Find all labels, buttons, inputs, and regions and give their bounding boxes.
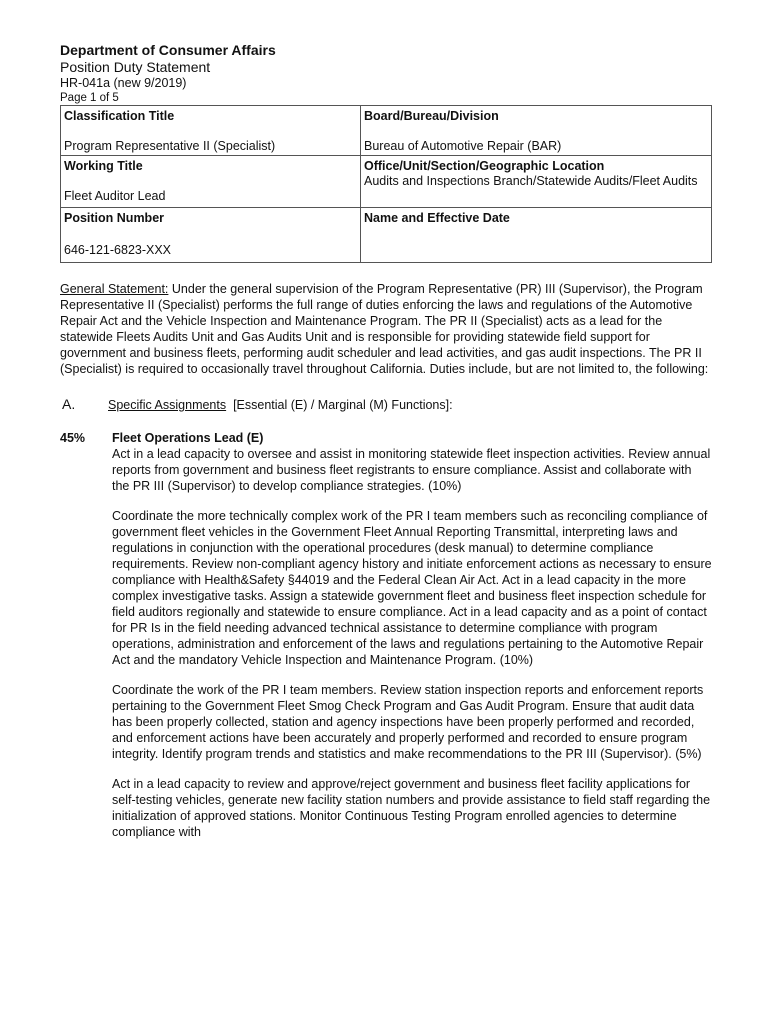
office-value: Audits and Inspections Branch/Statewide Audits/Fleet Audits <box>364 174 698 188</box>
section-a-letter: A. <box>62 396 76 412</box>
duty-paragraph: Act in a lead capacity to review and approve/reject government and business fleet facility applications for self-testing vehicles, generate new facility station numbers and provide assistance to field staff regarding the initialization of approved stations. Monitor Continuous Testing Program enrolled agencies to determine compliance with <box>112 777 711 839</box>
organization-name: Department of Consumer Affairs <box>60 42 276 58</box>
board-value: Bureau of Automotive Repair (BAR) <box>364 139 562 153</box>
duty-title: Fleet Operations Lead (E) <box>112 431 264 445</box>
general-statement-text: Under the general supervision of the Program Representative (PR) III (Supervisor), the Program Representative II (Specialist) performs the full range of duties enforcing the laws and regulations of the Automotive Repair Act and the Vehicle Inspection and Maintenance Program. The PR II (Specialist) acts as a lead for the statewide Fleets Audits Unit and Gas Audits Unit and is responsible for providing statewide field support for government and business fleets, performing audit scheduler and lead activities, and gas audit inspections. The PR II (Specialist) is required to occasionally travel throughout California. Duties include, but are not limited to, the following: <box>60 282 709 376</box>
duty-block <box>60 430 712 840</box>
document-title: Position Duty Statement <box>60 59 211 75</box>
office-label: Office/Unit/Section/Geographic Location <box>364 159 605 173</box>
section-a-title: Specific Assignments <box>108 398 227 412</box>
general-statement-label: General Statement: <box>60 282 169 296</box>
section-a-subtitle: [Essential (E) / Marginal (M) Functions]: <box>233 398 453 412</box>
duty-paragraph: Coordinate the work of the PR I team members. Review station inspection reports and enforcement reports pertaining to the Government Fleet Smog Check Program and Gas Audit Program. Ensure that audit data has been properly collected, station and agency inspections have been properly performed and recorded, and enforcement actions have been accurately and properly performed and recorded to ensure program integrity. Identify program trends and statistics and make recommendations to the PR III (Supervisor). (5%) <box>112 683 704 761</box>
name-date-cell <box>361 208 712 263</box>
page-indicator: Page 1 of 5 <box>60 92 119 104</box>
document-page <box>60 42 712 854</box>
office-cell <box>361 156 712 208</box>
position-number-label: Position Number <box>64 211 165 225</box>
position-info-table <box>60 105 712 263</box>
position-number-value: 646-121-6823-XXX <box>64 243 172 257</box>
duty-paragraph: Act in a lead capacity to oversee and assist in monitoring statewide fleet inspection activities. Review annual reports from government and business fleet registrants to ensure compliance. Assist and collaborate with the PR III (Supervisor) to develop compliance strategies. (10%) <box>112 447 711 493</box>
working-title-cell <box>61 156 361 208</box>
board-label: Board/Bureau/Division <box>364 109 499 123</box>
classification-value: Program Representative II (Specialist) <box>64 139 276 153</box>
section-a-heading <box>60 396 712 416</box>
general-statement <box>60 281 712 377</box>
classification-label: Classification Title <box>64 109 175 123</box>
name-date-label: Name and Effective Date <box>364 211 510 225</box>
board-cell <box>361 106 712 156</box>
classification-cell <box>61 106 361 156</box>
working-title-value: Fleet Auditor Lead <box>64 189 166 203</box>
working-title-label: Working Title <box>64 159 143 173</box>
form-number: HR-041a (new 9/2019) <box>60 76 187 90</box>
duty-percent: 45% <box>60 431 86 445</box>
position-number-cell <box>61 208 361 263</box>
duty-paragraph: Coordinate the more technically complex work of the PR I team members such as reconciling compliance of government fleet vehicles in the Government Fleet Annual Reporting Transmittal, interpreting laws and regulations in conjunction with the operational procedures (desk manual) to determine compliance requirements. Review non-compliant agency history and initiate enforcement actions as necessary to ensure compliance with Health&Safety §44019 and the Federal Clean Air Act. Act in a lead capacity in the more complex investigative tasks. Assign a statewide government fleet and business fleet inspection schedule for field auditors regionally and statewide to ensure compliance. Act in a lead capacity and as a point of contact for PR Is in the field needing advanced technical assistance to determine compliance with program operations, administration and enforcement of the laws and regulations pertaining to the Automotive Repair Act and the mandatory Vehicle Inspection and Maintenance Program. (10%) <box>112 509 712 667</box>
